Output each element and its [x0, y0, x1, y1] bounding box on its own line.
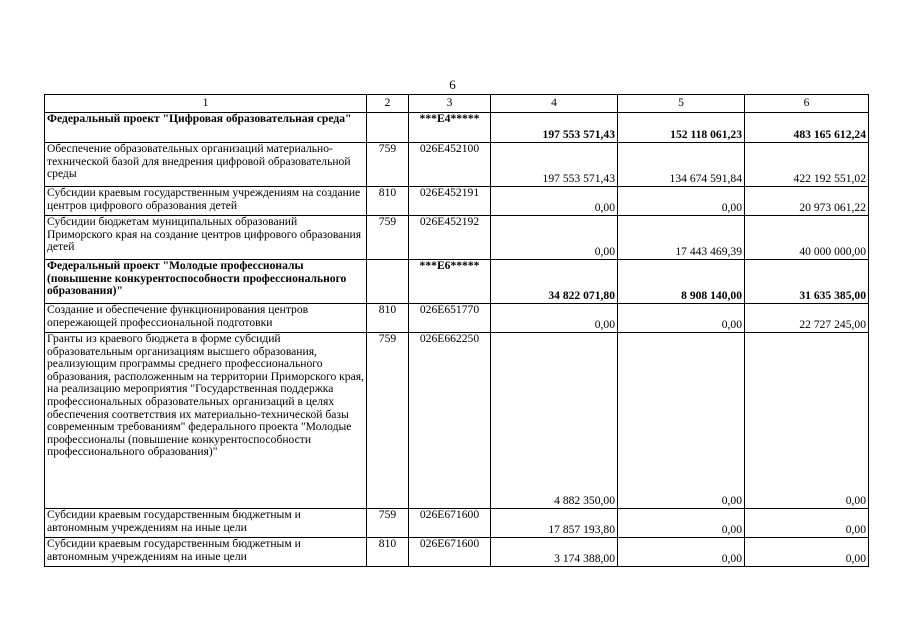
header-cell-6: 6 [745, 95, 869, 113]
row-name: Создание и обеспечение функционирования центров опережающей профессиональной подготовки [45, 304, 367, 333]
row-value-1: 3 174 388,00 [491, 538, 618, 567]
row-value-1: 197 553 571,43 [491, 143, 618, 187]
row-name: Субсидии краевым государственным бюджетным и автономным учреждениям на иные цели [45, 509, 367, 538]
row-value-3: 483 165 612,24 [745, 113, 869, 143]
table-row [45, 260, 869, 304]
header-cell-3: 3 [409, 95, 491, 113]
page-number: 6 [449, 77, 456, 92]
row-value-3: 422 192 551,02 [745, 143, 869, 187]
header-cell-2: 2 [367, 95, 409, 113]
row-value-2: 0,00 [618, 538, 745, 567]
row-kcsr: 026Е452192 [409, 216, 491, 260]
header-cell-4: 4 [491, 95, 618, 113]
row-kcsr: ***Е6***** [409, 260, 491, 304]
row-value-3: 20 973 061,22 [745, 187, 869, 216]
row-kcsr: 026Е662250 [409, 333, 491, 509]
table-header-row [45, 95, 869, 113]
row-kcsr: 026Е452191 [409, 187, 491, 216]
row-name: Гранты из краевого бюджета в форме субсидий образовательным организациям высшего образования, реализующим программы среднего профессионального образования, расположенным на территории Приморского края, на реализацию мероприятия "Государственная поддержка профессиональных образовательных организаций в целях обеспечения соответствия их материально-технической базы современным требованиям" федерального проекта "Молодые профессионалы (повышение конкурентоспособности профессионального образования)" [45, 333, 367, 509]
row-value-2: 17 443 469,39 [618, 216, 745, 260]
row-value-1: 34 822 071,80 [491, 260, 618, 304]
row-value-3: 0,00 [745, 333, 869, 509]
table-row [45, 113, 869, 143]
row-value-1: 0,00 [491, 187, 618, 216]
row-value-2: 0,00 [618, 187, 745, 216]
row-value-3: 40 000 000,00 [745, 216, 869, 260]
row-value-2: 8 908 140,00 [618, 260, 745, 304]
row-code [367, 260, 409, 304]
row-name: Субсидии краевым государственным учреждениям на создание центров цифрового образования детей [45, 187, 367, 216]
row-kcsr: 026Е671600 [409, 538, 491, 567]
row-code: 759 [367, 143, 409, 187]
row-name: Федеральный проект "Молодые профессионалы (повышение конкурентоспособности профессионального образования)" [45, 260, 367, 304]
table-row [45, 304, 869, 333]
row-name: Субсидии бюджетам муниципальных образований Приморского края на создание центров цифрового образования детей [45, 216, 367, 260]
row-code: 810 [367, 538, 409, 567]
row-code: 810 [367, 304, 409, 333]
row-value-2: 0,00 [618, 509, 745, 538]
row-code: 759 [367, 333, 409, 509]
row-value-1: 0,00 [491, 216, 618, 260]
row-value-2: 134 674 591,84 [618, 143, 745, 187]
row-kcsr: ***Е4***** [409, 113, 491, 143]
row-kcsr: 026Е452100 [409, 143, 491, 187]
row-kcsr: 026Е651770 [409, 304, 491, 333]
row-name: Обеспечение образовательных организаций материально-технической базой для внедрения цифровой образовательной среды [45, 143, 367, 187]
row-value-3: 0,00 [745, 538, 869, 567]
row-code [367, 113, 409, 143]
table-row [45, 143, 869, 187]
table-row [45, 538, 869, 567]
row-name: Субсидии краевым государственным бюджетным и автономным учреждениям на иные цели [45, 538, 367, 567]
row-code: 759 [367, 509, 409, 538]
row-value-1: 197 553 571,43 [491, 113, 618, 143]
row-value-1: 4 882 350,00 [491, 333, 618, 509]
row-value-3: 31 635 385,00 [745, 260, 869, 304]
row-value-2: 0,00 [618, 333, 745, 509]
row-code: 759 [367, 216, 409, 260]
table-row [45, 509, 869, 538]
row-value-3: 0,00 [745, 509, 869, 538]
row-value-1: 17 857 193,80 [491, 509, 618, 538]
row-name: Федеральный проект "Цифровая образовательная среда" [45, 113, 367, 143]
row-value-2: 0,00 [618, 304, 745, 333]
row-kcsr: 026Е671600 [409, 509, 491, 538]
table-row [45, 333, 869, 509]
row-value-2: 152 118 061,23 [618, 113, 745, 143]
row-value-3: 22 727 245,00 [745, 304, 869, 333]
budget-table [44, 94, 869, 567]
header-cell-5: 5 [618, 95, 745, 113]
table-row [45, 187, 869, 216]
row-code: 810 [367, 187, 409, 216]
table-row [45, 216, 869, 260]
header-cell-1: 1 [45, 95, 367, 113]
row-value-1: 0,00 [491, 304, 618, 333]
